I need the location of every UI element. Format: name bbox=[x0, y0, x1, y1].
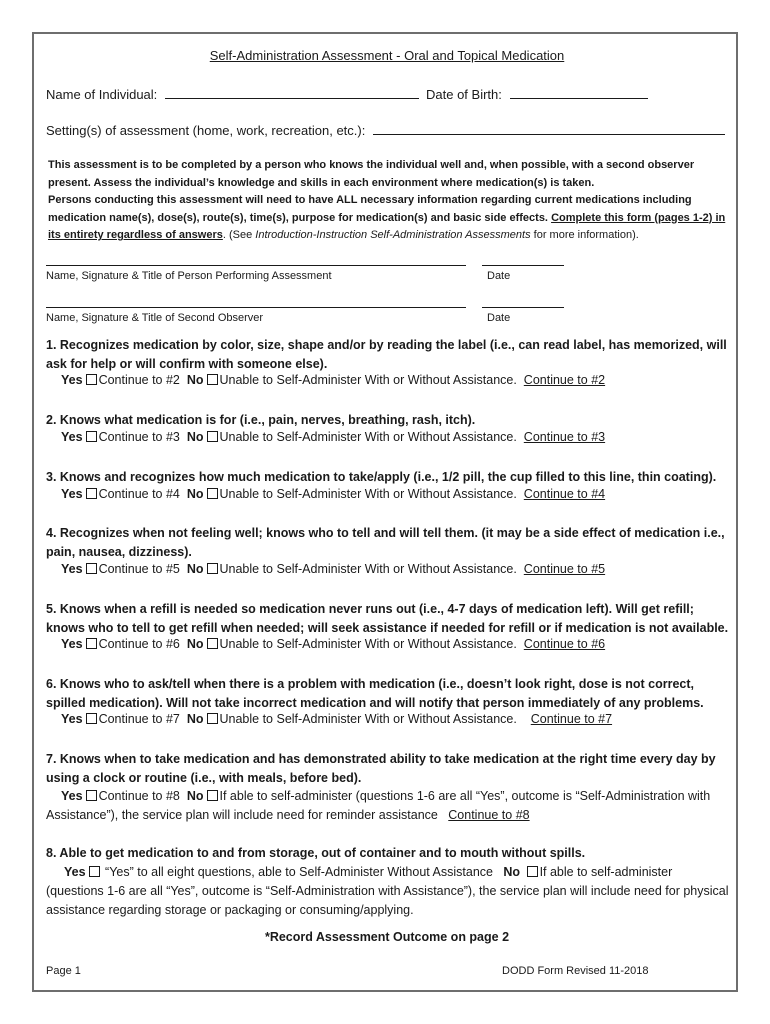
question-5: 5. Knows when a refill is needed so medication never runs out (i.e., 4-7 days of medication left). Will get refill; knows who to tell to get refill when needed; will seek assistance if needed for refill or if medication is not available. bbox=[46, 602, 729, 635]
question-1: 1. Recognizes medication by color, size, shape and/or by reading the label (i.e., can read label, has memorized, will ask for help or will confirm with someone else). bbox=[46, 338, 727, 371]
question-7-answers bbox=[46, 787, 730, 825]
intro-underlined: Complete this form (pages 1-2) in its entirety regardless of answers bbox=[48, 211, 726, 241]
name-input-line[interactable] bbox=[165, 86, 419, 99]
observer-date-label: Date bbox=[487, 312, 511, 324]
question-4-answers bbox=[61, 562, 605, 576]
no-action: Continue to #3 bbox=[523, 430, 606, 444]
yes-label: Yes bbox=[61, 789, 83, 803]
dob-label: Date of Birth: bbox=[426, 87, 502, 102]
intro-tail-a: . (See bbox=[222, 229, 256, 241]
no-label: No bbox=[186, 562, 204, 576]
no-label: No bbox=[186, 712, 204, 726]
yes-label: Yes bbox=[61, 430, 83, 444]
no-text: Unable to Self-Administer With or Without Assistance. bbox=[219, 430, 517, 444]
yes-label: Yes bbox=[61, 562, 83, 576]
intro-text-1: This assessment is to be completed by a person who knows the individual well and, when possible, with a second observer present. Assess the individual’s knowledge and skills in each environment where medication(s) is taken. bbox=[48, 159, 695, 189]
form-title: Self-Administration Assessment - Oral and Topical Medication bbox=[209, 48, 565, 63]
footer-form-revision: DODD Form Revised 11-2018 bbox=[502, 965, 649, 977]
no-action: Continue to #8 bbox=[448, 808, 530, 822]
observer-signature-line[interactable] bbox=[46, 307, 466, 308]
yes-checkbox[interactable] bbox=[86, 488, 97, 499]
yes-checkbox[interactable] bbox=[86, 638, 97, 649]
question-7: 7. Knows when to take medication and has demonstrated ability to take medication at the right time every day by using a clock or routine (i.e., with meals, before bed). bbox=[46, 752, 716, 785]
performer-signature-line[interactable] bbox=[46, 265, 466, 266]
no-checkbox[interactable] bbox=[207, 374, 218, 385]
yes-label: Yes bbox=[61, 373, 83, 387]
no-label: No bbox=[186, 373, 204, 387]
no-text: Unable to Self-Administer With or Without Assistance. bbox=[219, 562, 517, 576]
setting-field bbox=[46, 122, 725, 138]
question-8-answers bbox=[46, 863, 730, 920]
question-3: 3. Knows and recognizes how much medication to take/apply (i.e., 1/2 pill, the cup filled to this line, thin coating). bbox=[46, 470, 717, 484]
performer-date-label: Date bbox=[487, 270, 511, 282]
observer-date-line[interactable] bbox=[482, 307, 564, 308]
yes-checkbox[interactable] bbox=[86, 563, 97, 574]
no-action: Continue to #4 bbox=[523, 487, 606, 501]
no-action: Continue to #5 bbox=[523, 562, 606, 576]
no-checkbox[interactable] bbox=[207, 638, 218, 649]
no-text: If able to self-administer (questions 1-6 are all “Yes”, outcome is “Self-Administration with Assistance”), the service plan will include need for reminder assistance bbox=[46, 789, 711, 822]
yes-checkbox[interactable] bbox=[86, 790, 97, 801]
intro-tail-italic: Introduction-Instruction Self-Administration Assessments bbox=[255, 229, 531, 241]
question-2-answers bbox=[61, 430, 605, 444]
no-text: If able to self-administer (questions 1-6 are all “Yes”, outcome is “Self-Administration with Assistance”), the service plan will include need for physical assistance regarding storage or packaging or consuming/applying. bbox=[46, 865, 729, 917]
footer-page-number: Page 1 bbox=[46, 965, 81, 977]
question-8: 8. Able to get medication to and from storage, out of container and to mouth without spills. bbox=[46, 846, 586, 860]
yes-action: Continue to #5 bbox=[98, 562, 180, 576]
intro-paragraph bbox=[48, 157, 728, 245]
no-action: Continue to #6 bbox=[523, 637, 606, 651]
no-text: Unable to Self-Administer With or Without Assistance. bbox=[219, 487, 517, 501]
yes-label: Yes bbox=[61, 487, 83, 501]
yes-action: Continue to #3 bbox=[98, 430, 180, 444]
no-text: Unable to Self-Administer With or Without Assistance. bbox=[219, 373, 517, 387]
intro-text-2: Persons conducting this assessment will need to have ALL necessary information regarding current medications including medication name(s), dose(s), route(s), time(s), purpose for medication(s) and basic side effects. bbox=[48, 194, 692, 224]
no-checkbox[interactable] bbox=[207, 431, 218, 442]
yes-label: Yes bbox=[64, 865, 86, 879]
no-label: No bbox=[503, 865, 521, 879]
record-outcome-note: *Record Assessment Outcome on page 2 bbox=[264, 930, 510, 944]
no-checkbox[interactable] bbox=[207, 790, 218, 801]
no-action: Continue to #7 bbox=[530, 712, 613, 726]
question-6-answers bbox=[61, 712, 612, 726]
no-checkbox[interactable] bbox=[207, 488, 218, 499]
yes-action: Continue to #2 bbox=[98, 373, 180, 387]
no-label: No bbox=[186, 789, 204, 803]
date-of-birth-field bbox=[426, 86, 648, 102]
setting-label: Setting(s) of assessment (home, work, recreation, etc.): bbox=[46, 123, 366, 138]
no-label: No bbox=[186, 637, 204, 651]
yes-text: “Yes” to all eight questions, able to Self-Administer Without Assistance bbox=[105, 865, 493, 879]
yes-checkbox[interactable] bbox=[89, 866, 100, 877]
performer-date-line[interactable] bbox=[482, 265, 564, 266]
no-text: Unable to Self-Administer With or Without Assistance. bbox=[219, 712, 517, 726]
dob-input-line[interactable] bbox=[510, 86, 648, 99]
question-4: 4. Recognizes when not feeling well; knows who to tell and will tell them. (it may be a side effect of medication i.e., pain, nausea, dizziness). bbox=[46, 526, 725, 559]
question-2: 2. Knows what medication is for (i.e., pain, nerves, breathing, rash, itch). bbox=[46, 413, 476, 427]
question-5-answers bbox=[61, 637, 605, 651]
question-6: 6. Knows who to ask/tell when there is a problem with medication (i.e., doesn’t look right, dose is not correct, spilled medication). Will not take incorrect medication and will notify that person immediately of any problems. bbox=[46, 677, 704, 710]
name-label: Name of Individual: bbox=[46, 87, 158, 102]
no-action: Continue to #2 bbox=[523, 373, 606, 387]
yes-label: Yes bbox=[61, 637, 83, 651]
question-1-answers bbox=[61, 373, 605, 387]
yes-action: Continue to #4 bbox=[98, 487, 180, 501]
yes-label: Yes bbox=[61, 712, 83, 726]
no-label: No bbox=[186, 430, 204, 444]
yes-action: Continue to #6 bbox=[98, 637, 180, 651]
yes-checkbox[interactable] bbox=[86, 713, 97, 724]
performer-label: Name, Signature & Title of Person Performing Assessment bbox=[46, 270, 332, 282]
no-label: No bbox=[186, 487, 204, 501]
name-of-individual-field bbox=[46, 86, 419, 102]
no-checkbox[interactable] bbox=[527, 866, 538, 877]
question-3-answers bbox=[61, 487, 605, 501]
yes-action: Continue to #7 bbox=[98, 712, 180, 726]
setting-input-line[interactable] bbox=[373, 122, 725, 135]
yes-checkbox[interactable] bbox=[86, 431, 97, 442]
no-checkbox[interactable] bbox=[207, 713, 218, 724]
form-page bbox=[32, 32, 738, 992]
yes-checkbox[interactable] bbox=[86, 374, 97, 385]
yes-action: Continue to #8 bbox=[98, 789, 180, 803]
no-checkbox[interactable] bbox=[207, 563, 218, 574]
intro-tail-b: for more information). bbox=[530, 229, 639, 241]
no-text: Unable to Self-Administer With or Without Assistance. bbox=[219, 637, 517, 651]
observer-label: Name, Signature & Title of Second Observer bbox=[46, 312, 264, 324]
